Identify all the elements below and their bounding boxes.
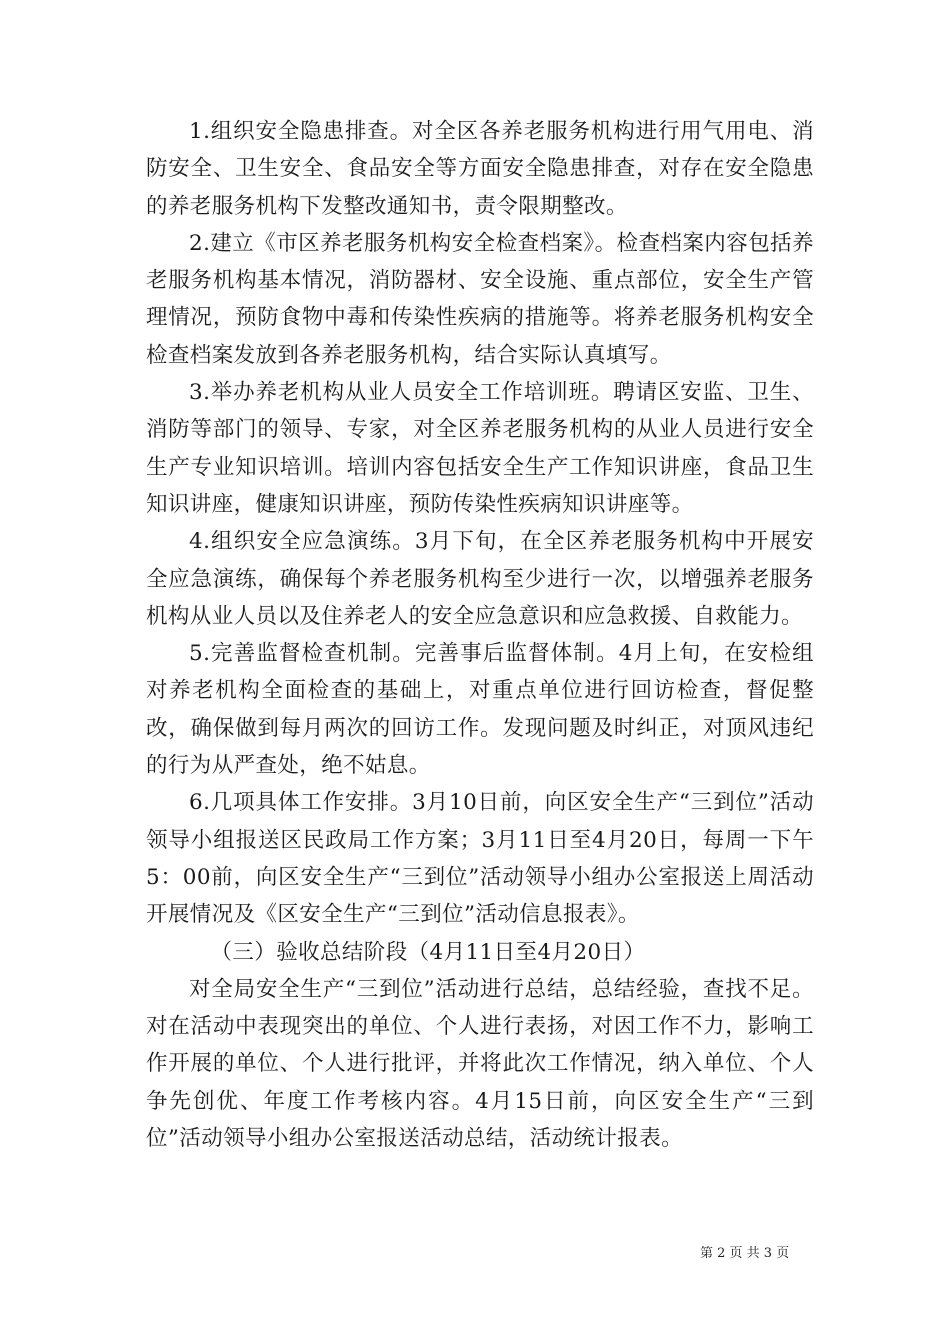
paragraph-supervision-mechanism: 5.完善监督检查机制。完善事后监督体制。4月上旬，在安检组对养老机构全面检查的基础上，对重点单位进行回访检查，督促整改，确保做到每月两次的回访工作。发现问题及时纠正，对顶风违纪的行为从严查处，绝不姑息。 xyxy=(146,641,814,779)
section-subheading: （三）验收总结阶段（4月11日至4月20日） xyxy=(210,939,646,965)
paragraph-staff-training: 3.举办养老机构从业人员安全工作培训班。聘请区安监、卫生、消防等部门的领导、专家，对全区养老服务机构的从业人员进行安全生产专业知识培训。培训内容包括安全生产工作知识讲座，食品卫生知识讲座，健康知识讲座，预防传染性疾病知识讲座等。 xyxy=(146,380,814,517)
document-body xyxy=(146,113,814,1157)
paragraph-hazard-inspection: 1.组织安全隐患排查。对全区各养老服务机构进行用气用电、消防安全、卫生安全、食品安全等方面安全隐患排查，对存在安全隐患的养老服务机构下发整改通知书，责令限期整改。 xyxy=(146,119,814,219)
paragraph-safety-archive: 2.建立《市区养老服务机构安全检查档案》。检查档案内容包括养老服务机构基本情况，消防器材、安全设施、重点部位，安全生产管理情况，预防食物中毒和传染性疾病的措施等。将养老服务机构安全检查档案发放到各养老服务机构，结合实际认真填写。 xyxy=(146,230,814,368)
paragraph-emergency-drill: 4.组织安全应急演练。3月下旬，在全区养老服务机构中开展安全应急演练，确保每个养老服务机构至少进行一次，以增强养老服务机构从业人员以及住养老人的安全应急意识和应急救援、自救能力。 xyxy=(146,529,814,629)
page-number-footer: 第 2 页 共 3 页 xyxy=(700,1246,790,1261)
paragraph-work-arrangements: 6.几项具体工作安排。3月10日前，向区安全生产“三到位”活动领导小组报送区民政局工作方案；3月11日至4月20日，每周一下午5：00前，向区安全生产“三到位”活动领导小组办公室报送上周活动开展情况及《区安全生产“三到位”活动信息报表》。 xyxy=(146,790,814,928)
paragraph-summary: 对全局安全生产“三到位”活动进行总结，总结经验，查找不足。对在活动中表现突出的单位、个人进行表扬，对因工作不力，影响工作开展的单位、个人进行批评，并将此次工作情况，纳入单位、个人争先创优、年度工作考核内容。4月15日前，向区安全生产“三到位”活动领导小组办公室报送活动总结，活动统计报表。 xyxy=(146,976,814,1152)
